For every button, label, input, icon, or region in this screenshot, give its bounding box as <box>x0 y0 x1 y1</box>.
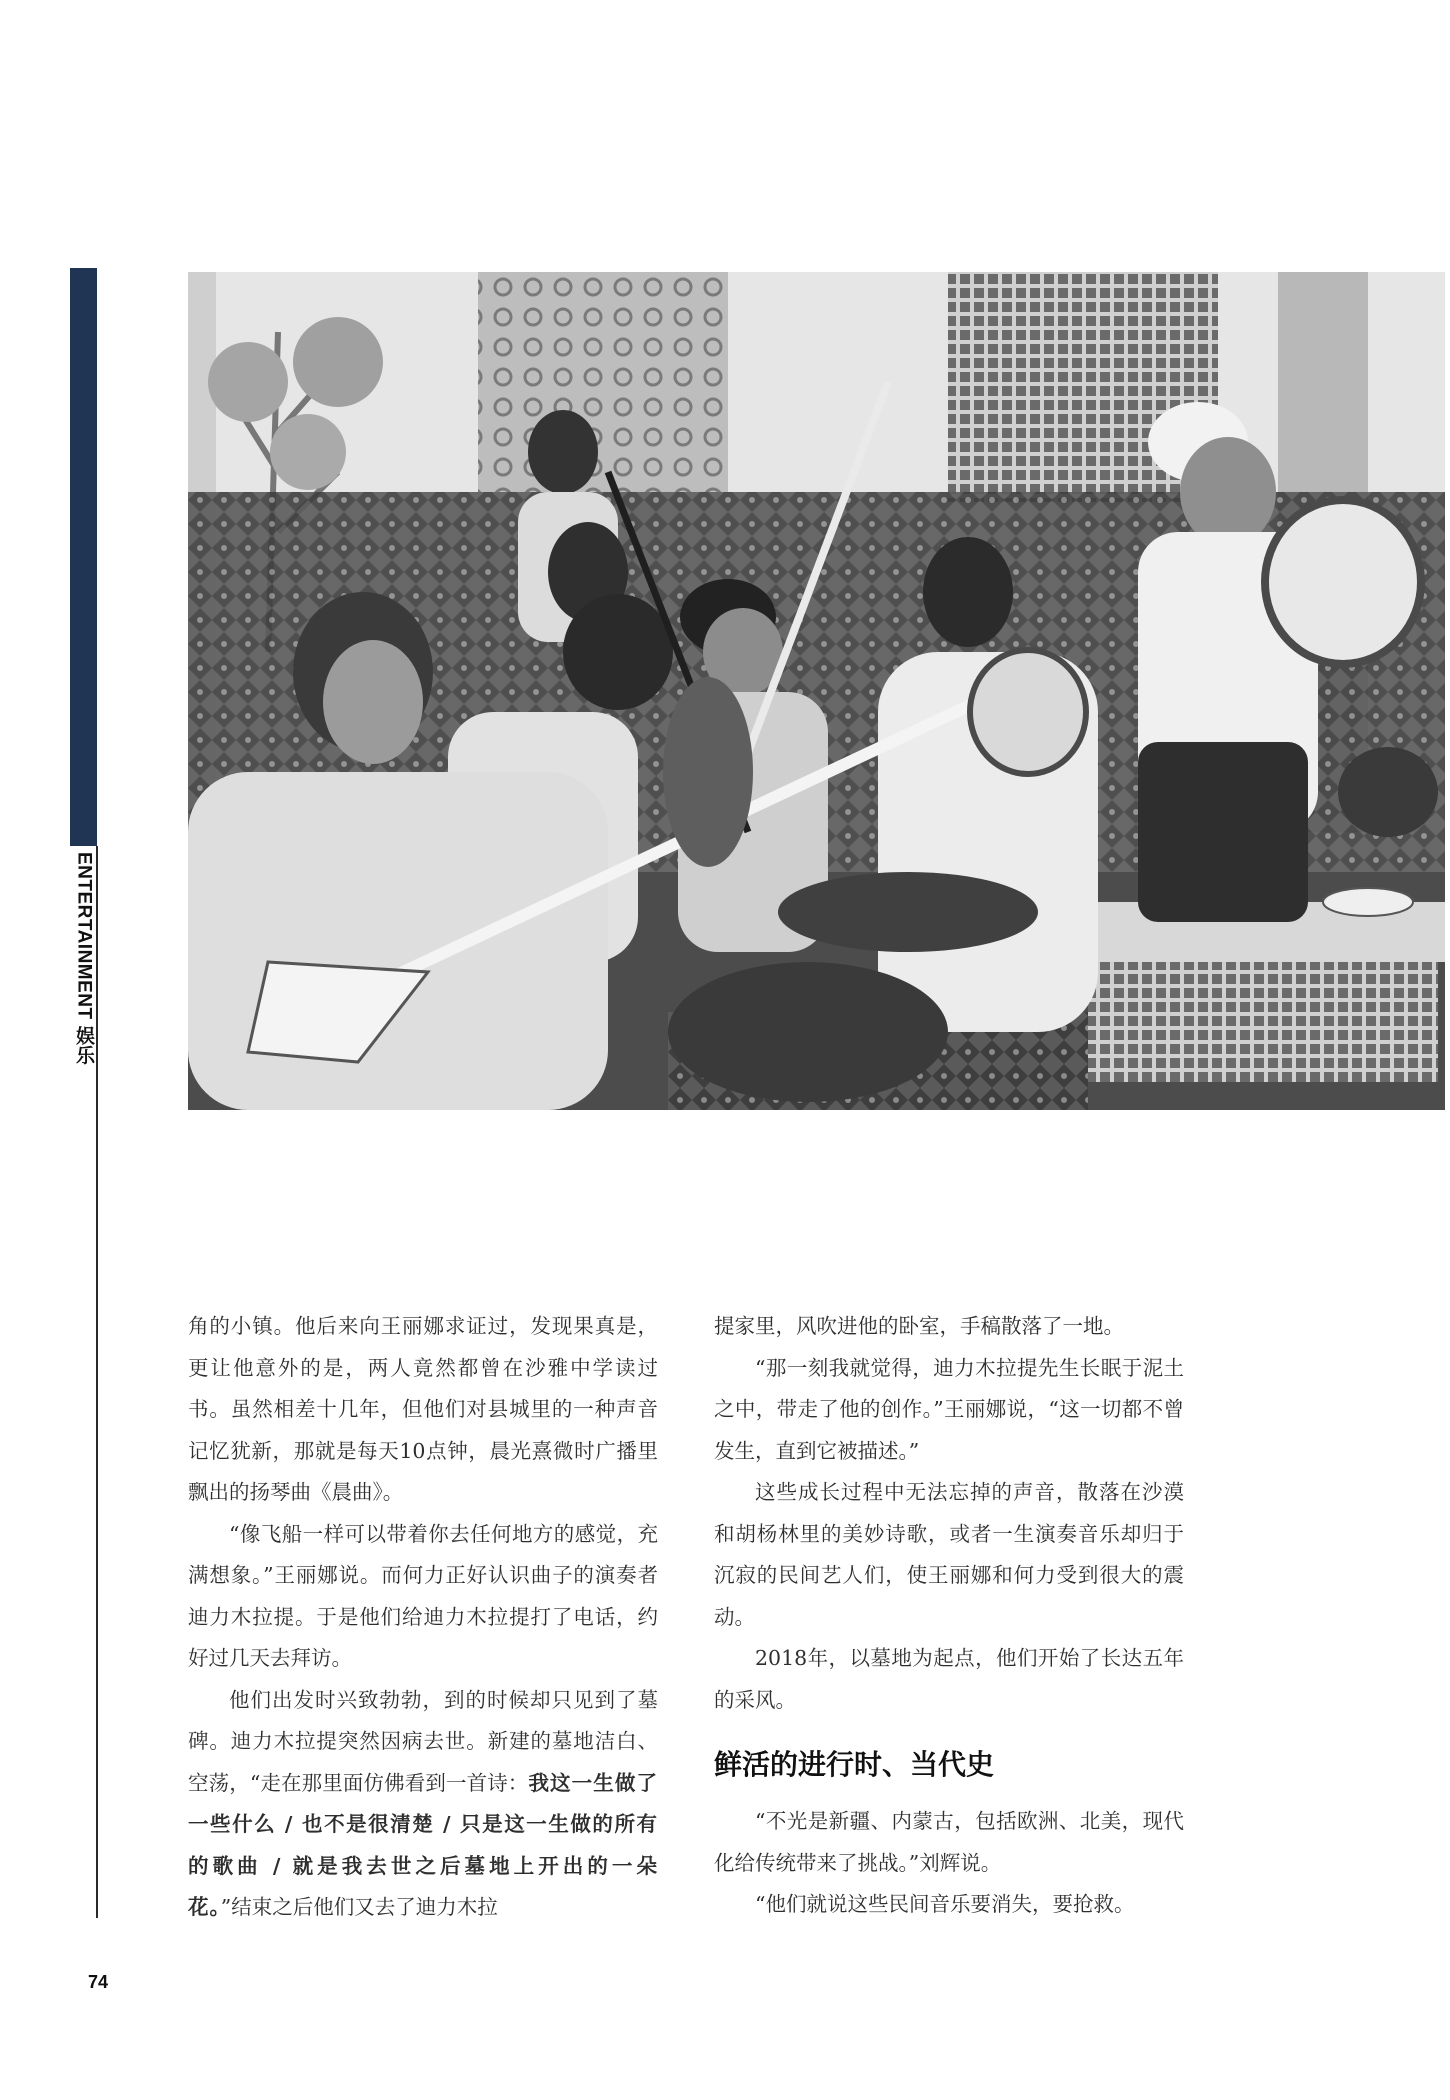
paragraph-text: 他们出发时兴致勃勃，到的时候却只见到了墓碑。迪力木拉提突然因病去世。新建的墓地洁白、空荡，“走在那里面仿佛看到一首诗： <box>188 1687 658 1795</box>
paragraph: “不光是新疆、内蒙古，包括欧洲、北美，现代化给传统带来了挑战。”刘辉说。 <box>714 1809 1184 1875</box>
section-label <box>70 852 97 1082</box>
paragraph: 提家里，风吹进他的卧室，手稿散落了一地。 <box>714 1314 1124 1338</box>
poem-quote: 我这一生做了一些什么 / 也不是很清楚 / 只是这一生做的所有的歌曲 / 就是我去世之后墓地上开出的一朵花。 <box>188 1770 659 1919</box>
feature-photo <box>188 272 1445 1110</box>
paragraph: 角的小镇。他后来向王丽娜求证过，发现果真是，更让他意外的是，两人竟然都曾在沙雅中学读过书。虽然相差十几年，但他们对县城里的一种声音记忆犹新，那就是每天10点钟，晨光熹微时广播里飘出的扬琴曲《晨曲》。 <box>188 1314 658 1504</box>
body-column-left <box>188 1306 658 1929</box>
section-label-cn: 娱乐 <box>73 1025 94 1065</box>
page-number: 74 <box>88 1972 109 1992</box>
paragraph: 这些成长过程中无法忘掉的声音，散落在沙漠和胡杨林里的美妙诗歌，或者一生演奏音乐却归于沉寂的民间艺人们，使王丽娜和何力受到很大的震动。 <box>714 1480 1184 1629</box>
section-label-en: ENTERTAINMENT <box>73 852 95 1020</box>
paragraph: “像飞船一样可以带着你去任何地方的感觉，充满想象。”王丽娜说。而何力正好认识曲子的演奏者迪力木拉提。于是他们给迪力木拉提打了电话，约好过几天去拜访。 <box>188 1521 658 1670</box>
section-tab-bar <box>70 268 97 846</box>
section-subheading: 鲜活的进行时、当代史 <box>714 1748 995 1781</box>
paragraph: 2018年，以墓地为起点，他们开始了长达五年的采风。 <box>714 1646 1184 1712</box>
photo-musicians-icon <box>188 272 1445 1110</box>
paragraph: “那一刻我就觉得，迪力木拉提先生长眠于泥土之中，带走了他的创作。”王丽娜说，“这一切都不曾发生，直到它被描述。” <box>714 1355 1184 1463</box>
body-column-right <box>714 1306 1184 1926</box>
paragraph: “他们就说这些民间音乐要消失，要抢救。 <box>755 1892 1135 1916</box>
paragraph <box>188 1680 658 1929</box>
paragraph-text: ”结束之后他们又去了迪力木拉 <box>220 1895 498 1919</box>
